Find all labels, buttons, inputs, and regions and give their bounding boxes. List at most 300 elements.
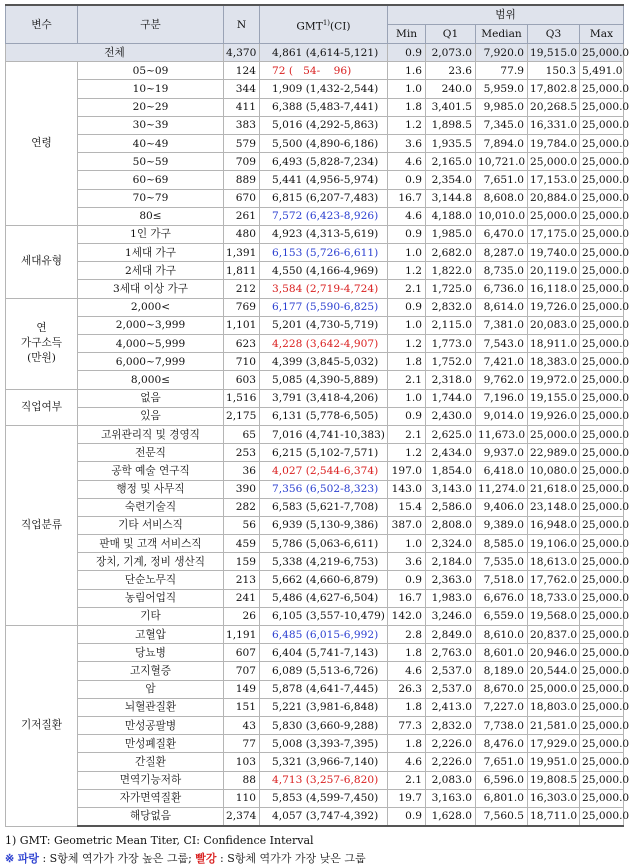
cell-n: 2,374	[224, 807, 260, 826]
cell-median: 6,736.0	[476, 280, 528, 298]
table-row	[6, 207, 624, 225]
row-label: 농림어업직	[78, 589, 224, 607]
cell-q3: 25,000.0	[528, 680, 580, 698]
cell-max: 25,000.0	[580, 716, 624, 734]
cell-gmt: 4,713 (3,257-6,820)	[260, 771, 388, 789]
cell-max: 25,000.0	[580, 207, 624, 225]
cell-median: 9,389.0	[476, 516, 528, 534]
cell-max: 25,000.0	[580, 807, 624, 826]
cell-max: 25,000.0	[580, 371, 624, 389]
cell-min: 2.1	[388, 371, 426, 389]
header-range: 범위	[388, 5, 624, 25]
cell-min: 77.3	[388, 716, 426, 734]
table-row	[6, 298, 624, 316]
cell-q3: 20,268.5	[528, 98, 580, 116]
row-label: 40~49	[78, 134, 224, 152]
cell-n: 709	[224, 153, 260, 171]
cell-gmt: 4,923 (4,313-5,619)	[260, 225, 388, 243]
cell-max: 25,000.0	[580, 262, 624, 280]
cell-q1: 2,165.0	[426, 153, 476, 171]
total-n: 4,370	[224, 44, 260, 62]
cell-n: 390	[224, 480, 260, 498]
row-label: 05~09	[78, 62, 224, 80]
table-row	[6, 244, 624, 262]
cell-median: 10,721.0	[476, 153, 528, 171]
cell-n: 1,191	[224, 626, 260, 644]
cell-n: 282	[224, 498, 260, 516]
cell-q1: 2,430.0	[426, 407, 476, 425]
row-label: 2,000<	[78, 298, 224, 316]
cell-max: 25,000.0	[580, 444, 624, 462]
table-row	[6, 462, 624, 480]
cell-median: 8,735.0	[476, 262, 528, 280]
cell-median: 6,470.0	[476, 225, 528, 243]
row-label: 2세대 가구	[78, 262, 224, 280]
cell-median: 11,274.0	[476, 480, 528, 498]
cell-n: 124	[224, 62, 260, 80]
table-row	[6, 262, 624, 280]
cell-min: 1.8	[388, 98, 426, 116]
header-median: Median	[476, 25, 528, 44]
table-row	[6, 171, 624, 189]
cell-n: 579	[224, 134, 260, 152]
cell-gmt: 4,550 (4,166-4,969)	[260, 262, 388, 280]
cell-min: 1.6	[388, 62, 426, 80]
cell-q3: 18,803.0	[528, 698, 580, 716]
cell-gmt: 1,909 (1,432-2,544)	[260, 80, 388, 98]
cell-max: 25,000.0	[580, 662, 624, 680]
cell-min: 1.2	[388, 335, 426, 353]
cell-median: 7,421.0	[476, 353, 528, 371]
cell-gmt: 5,338 (4,219-6,753)	[260, 553, 388, 571]
cell-median: 7,381.0	[476, 316, 528, 334]
cell-max: 25,000.0	[580, 789, 624, 807]
cell-min: 4.6	[388, 207, 426, 225]
cell-q1: 2,413.0	[426, 698, 476, 716]
cell-median: 8,476.0	[476, 735, 528, 753]
cell-min: 1.8	[388, 353, 426, 371]
row-label: 2,000~3,999	[78, 316, 224, 334]
cell-max: 5,491.0	[580, 62, 624, 80]
cell-q1: 1,985.0	[426, 225, 476, 243]
cell-gmt: 5,878 (4,641-7,445)	[260, 680, 388, 698]
row-label: 4,000~5,999	[78, 335, 224, 353]
row-label: 고지혈증	[78, 662, 224, 680]
cell-min: 2.8	[388, 626, 426, 644]
cell-gmt: 7,016 (4,741-10,383)	[260, 425, 388, 443]
cell-min: 1.8	[388, 644, 426, 662]
cell-gmt: 5,786 (5,063-6,611)	[260, 535, 388, 553]
cell-gmt: 6,404 (5,741-7,143)	[260, 644, 388, 662]
cell-median: 7,196.0	[476, 389, 528, 407]
cell-max: 25,000.0	[580, 553, 624, 571]
header-gmt-sup: 1)	[322, 18, 330, 27]
row-label: 80≤	[78, 207, 224, 225]
table-row	[6, 480, 624, 498]
table-row	[6, 116, 624, 134]
cell-gmt: 5,441 (4,956-5,974)	[260, 171, 388, 189]
cell-gmt: 5,221 (3,981-6,848)	[260, 698, 388, 716]
cell-max: 25,000.0	[580, 407, 624, 425]
table-row	[6, 771, 624, 789]
cell-min: 1.2	[388, 444, 426, 462]
cell-max: 25,000.0	[580, 80, 624, 98]
cell-max: 25,000.0	[580, 753, 624, 771]
cell-n: 241	[224, 589, 260, 607]
cell-gmt: 6,485 (6,015-6,992)	[260, 626, 388, 644]
cell-min: 1.0	[388, 389, 426, 407]
table-row	[6, 153, 624, 171]
cell-q1: 2,434.0	[426, 444, 476, 462]
header-category: 구분	[78, 5, 224, 44]
note-mark: ※	[5, 852, 15, 866]
cell-min: 0.9	[388, 807, 426, 826]
cell-q3: 16,303.0	[528, 789, 580, 807]
cell-min: 143.0	[388, 480, 426, 498]
row-label: 당뇨병	[78, 644, 224, 662]
cell-q1: 2,184.0	[426, 553, 476, 571]
cell-gmt: 6,153 (5,726-6,611)	[260, 244, 388, 262]
cell-n: 1,391	[224, 244, 260, 262]
cell-max: 25,000.0	[580, 153, 624, 171]
cell-min: 0.9	[388, 407, 426, 425]
cell-median: 5,959.0	[476, 80, 528, 98]
cell-q1: 1,628.0	[426, 807, 476, 826]
cell-n: 77	[224, 735, 260, 753]
cell-median: 9,937.0	[476, 444, 528, 462]
row-label: 만성공팔병	[78, 716, 224, 734]
row-label: 10~19	[78, 80, 224, 98]
table-row	[6, 407, 624, 425]
cell-q1: 1,773.0	[426, 335, 476, 353]
table-row	[6, 98, 624, 116]
cell-median: 7,543.0	[476, 335, 528, 353]
row-label: 3세대 이상 가구	[78, 280, 224, 298]
cell-gmt: 5,662 (4,660-6,879)	[260, 571, 388, 589]
cell-gmt: 6,815 (6,207-7,483)	[260, 189, 388, 207]
cell-q3: 25,000.0	[528, 425, 580, 443]
cell-n: 769	[224, 298, 260, 316]
cell-gmt: 72 ( 54- 96)	[260, 62, 388, 80]
cell-median: 7,345.0	[476, 116, 528, 134]
cell-max: 25,000.0	[580, 189, 624, 207]
header-max: Max	[580, 25, 624, 44]
cell-q1: 1,898.5	[426, 116, 476, 134]
total-row	[6, 44, 624, 62]
cell-max: 25,000.0	[580, 298, 624, 316]
cell-n: 2,175	[224, 407, 260, 425]
cell-max: 25,000.0	[580, 389, 624, 407]
cell-q3: 20,884.0	[528, 189, 580, 207]
cell-gmt: 5,321 (3,966-7,140)	[260, 753, 388, 771]
cell-n: 670	[224, 189, 260, 207]
cell-median: 6,559.0	[476, 607, 528, 625]
cell-min: 0.9	[388, 225, 426, 243]
cell-q3: 16,948.0	[528, 516, 580, 534]
cell-gmt: 5,853 (4,599-7,450)	[260, 789, 388, 807]
cell-gmt: 7,356 (6,502-8,323)	[260, 480, 388, 498]
cell-min: 19.7	[388, 789, 426, 807]
cell-median: 7,651.0	[476, 753, 528, 771]
table-row	[6, 789, 624, 807]
cell-max: 25,000.0	[580, 480, 624, 498]
cell-n: 253	[224, 444, 260, 462]
cell-q3: 19,808.5	[528, 771, 580, 789]
cell-n: 710	[224, 353, 260, 371]
cell-min: 2.1	[388, 280, 426, 298]
cell-gmt: 6,105 (3,557-10,479)	[260, 607, 388, 625]
table-row	[6, 62, 624, 80]
cell-gmt: 6,493 (5,828-7,234)	[260, 153, 388, 171]
cell-min: 3.6	[388, 553, 426, 571]
cell-q1: 2,226.0	[426, 735, 476, 753]
cell-q3: 150.3	[528, 62, 580, 80]
cell-q3: 19,740.0	[528, 244, 580, 262]
cell-max: 25,000.0	[580, 116, 624, 134]
total-max: 25,000.0	[580, 44, 624, 62]
row-label: 1인 가구	[78, 225, 224, 243]
cell-median: 9,985.0	[476, 98, 528, 116]
cell-n: 110	[224, 789, 260, 807]
cell-min: 3.6	[388, 134, 426, 152]
cell-q3: 19,926.0	[528, 407, 580, 425]
row-label: 6,000~7,999	[78, 353, 224, 371]
cell-gmt: 3,584 (2,719-4,724)	[260, 280, 388, 298]
cell-median: 8,614.0	[476, 298, 528, 316]
table-container	[5, 4, 629, 868]
cell-q1: 2,354.0	[426, 171, 476, 189]
cell-gmt: 5,201 (4,730-5,719)	[260, 316, 388, 334]
cell-min: 26.3	[388, 680, 426, 698]
row-label: 전문직	[78, 444, 224, 462]
cell-median: 8,601.0	[476, 644, 528, 662]
cell-min: 4.6	[388, 753, 426, 771]
cell-n: 26	[224, 607, 260, 625]
cell-median: 8,287.0	[476, 244, 528, 262]
cell-median: 8,189.0	[476, 662, 528, 680]
cell-min: 1.8	[388, 735, 426, 753]
table-row	[6, 189, 624, 207]
section-label: 연령	[6, 62, 78, 226]
cell-q1: 2,226.0	[426, 753, 476, 771]
cell-gmt: 7,572 (6,423-8,926)	[260, 207, 388, 225]
cell-max: 25,000.0	[580, 498, 624, 516]
row-label: 60~69	[78, 171, 224, 189]
cell-min: 16.7	[388, 189, 426, 207]
row-label: 있음	[78, 407, 224, 425]
cell-n: 159	[224, 553, 260, 571]
table-row	[6, 626, 624, 644]
cell-gmt: 6,089 (5,513-6,726)	[260, 662, 388, 680]
antibody-titer-table	[5, 4, 629, 827]
table-row	[6, 535, 624, 553]
row-label: 고혈압	[78, 626, 224, 644]
cell-q1: 2,763.0	[426, 644, 476, 662]
cell-max: 25,000.0	[580, 335, 624, 353]
cell-q3: 19,568.0	[528, 607, 580, 625]
cell-min: 2.1	[388, 771, 426, 789]
cell-n: 480	[224, 225, 260, 243]
cell-q1: 2,682.0	[426, 244, 476, 262]
header-gmt-ci: (CI)	[330, 20, 351, 33]
cell-q3: 25,000.0	[528, 207, 580, 225]
cell-q3: 16,331.0	[528, 116, 580, 134]
section-label: 직업여부	[6, 389, 78, 425]
cell-q3: 16,118.0	[528, 280, 580, 298]
cell-q3: 17,762.0	[528, 571, 580, 589]
row-label: 없음	[78, 389, 224, 407]
cell-min: 4.6	[388, 153, 426, 171]
row-label: 기타	[78, 607, 224, 625]
cell-gmt: 5,008 (3,393-7,395)	[260, 735, 388, 753]
cell-gmt: 6,177 (5,590-6,825)	[260, 298, 388, 316]
cell-q3: 20,083.0	[528, 316, 580, 334]
cell-n: 56	[224, 516, 260, 534]
row-label: 공학 예술 연구직	[78, 462, 224, 480]
cell-min: 1.0	[388, 316, 426, 334]
cell-n: 607	[224, 644, 260, 662]
cell-max: 25,000.0	[580, 698, 624, 716]
cell-q3: 18,613.0	[528, 553, 580, 571]
cell-q3: 18,733.0	[528, 589, 580, 607]
row-label: 암	[78, 680, 224, 698]
table-row	[6, 498, 624, 516]
table-row	[6, 280, 624, 298]
cell-gmt: 3,791 (3,418-4,206)	[260, 389, 388, 407]
row-label: 30~39	[78, 116, 224, 134]
row-label: 만성폐질환	[78, 735, 224, 753]
cell-gmt: 6,583 (5,621-7,708)	[260, 498, 388, 516]
cell-q1: 4,188.0	[426, 207, 476, 225]
header-variable: 변수	[6, 5, 78, 44]
header-n: N	[224, 5, 260, 44]
cell-q3: 20,119.0	[528, 262, 580, 280]
cell-n: 1,101	[224, 316, 260, 334]
cell-median: 7,894.0	[476, 134, 528, 152]
header-gmt-text: GMT	[296, 20, 323, 33]
cell-max: 25,000.0	[580, 735, 624, 753]
cell-max: 25,000.0	[580, 589, 624, 607]
cell-max: 25,000.0	[580, 626, 624, 644]
cell-median: 10,010.0	[476, 207, 528, 225]
cell-median: 9,762.0	[476, 371, 528, 389]
row-label: 판매 및 고객 서비스직	[78, 535, 224, 553]
header-q3: Q3	[528, 25, 580, 44]
header-q1: Q1	[426, 25, 476, 44]
row-label: 50~59	[78, 153, 224, 171]
cell-max: 25,000.0	[580, 607, 624, 625]
cell-n: 212	[224, 280, 260, 298]
table-row	[6, 553, 624, 571]
table-row	[6, 644, 624, 662]
cell-q3: 19,106.0	[528, 535, 580, 553]
table-row	[6, 807, 624, 826]
table-row	[6, 225, 624, 243]
cell-max: 25,000.0	[580, 462, 624, 480]
table-row	[6, 662, 624, 680]
legend-red-text: : S항체 역가가 가장 낮은 그룹	[216, 852, 366, 866]
cell-max: 25,000.0	[580, 134, 624, 152]
cell-q3: 20,544.0	[528, 662, 580, 680]
cell-q1: 2,832.0	[426, 716, 476, 734]
row-label: 70~79	[78, 189, 224, 207]
cell-min: 16.7	[388, 589, 426, 607]
cell-max: 25,000.0	[580, 316, 624, 334]
cell-min: 0.9	[388, 171, 426, 189]
row-label: 숙련기술직	[78, 498, 224, 516]
cell-n: 103	[224, 753, 260, 771]
cell-q3: 21,618.0	[528, 480, 580, 498]
cell-n: 383	[224, 116, 260, 134]
cell-n: 151	[224, 698, 260, 716]
cell-q1: 1,744.0	[426, 389, 476, 407]
row-label: 고위관리직 및 경영직	[78, 425, 224, 443]
cell-q1: 2,083.0	[426, 771, 476, 789]
table-row	[6, 607, 624, 625]
header-min: Min	[388, 25, 426, 44]
table-row	[6, 316, 624, 334]
total-q1: 2,073.0	[426, 44, 476, 62]
section-label: 세대유형	[6, 225, 78, 298]
cell-q1: 2,115.0	[426, 316, 476, 334]
legend-blue-label: 파랑	[17, 852, 39, 866]
row-label: 행정 및 사무직	[78, 480, 224, 498]
table-row	[6, 680, 624, 698]
cell-q3: 17,802.8	[528, 80, 580, 98]
cell-gmt: 6,939 (5,130-9,386)	[260, 516, 388, 534]
cell-q1: 1,752.0	[426, 353, 476, 371]
cell-median: 7,227.0	[476, 698, 528, 716]
cell-min: 1.0	[388, 244, 426, 262]
cell-n: 1,516	[224, 389, 260, 407]
cell-q1: 3,163.0	[426, 789, 476, 807]
cell-q1: 3,401.5	[426, 98, 476, 116]
cell-q3: 25,000.0	[528, 153, 580, 171]
cell-max: 25,000.0	[580, 98, 624, 116]
table-row	[6, 389, 624, 407]
cell-median: 8,670.0	[476, 680, 528, 698]
cell-min: 15.4	[388, 498, 426, 516]
cell-max: 25,000.0	[580, 171, 624, 189]
cell-gmt: 4,027 (2,544-6,374)	[260, 462, 388, 480]
cell-q3: 17,929.0	[528, 735, 580, 753]
cell-q3: 22,989.0	[528, 444, 580, 462]
table-row	[6, 698, 624, 716]
cell-q1: 3,246.0	[426, 607, 476, 625]
cell-median: 8,610.0	[476, 626, 528, 644]
cell-min: 4.6	[388, 662, 426, 680]
row-label: 단순노무직	[78, 571, 224, 589]
cell-min: 142.0	[388, 607, 426, 625]
table-row	[6, 425, 624, 443]
cell-max: 25,000.0	[580, 680, 624, 698]
cell-max: 25,000.0	[580, 244, 624, 262]
cell-n: 65	[224, 425, 260, 443]
table-row	[6, 371, 624, 389]
cell-q1: 2,849.0	[426, 626, 476, 644]
total-q3: 19,515.0	[528, 44, 580, 62]
cell-median: 7,518.0	[476, 571, 528, 589]
cell-max: 25,000.0	[580, 225, 624, 243]
row-label: 20~29	[78, 98, 224, 116]
cell-q1: 2,324.0	[426, 535, 476, 553]
cell-q3: 18,711.0	[528, 807, 580, 826]
total-label: 전체	[6, 44, 224, 62]
cell-n: 213	[224, 571, 260, 589]
cell-median: 6,676.0	[476, 589, 528, 607]
cell-q3: 19,972.0	[528, 371, 580, 389]
cell-gmt: 5,085 (4,390-5,889)	[260, 371, 388, 389]
